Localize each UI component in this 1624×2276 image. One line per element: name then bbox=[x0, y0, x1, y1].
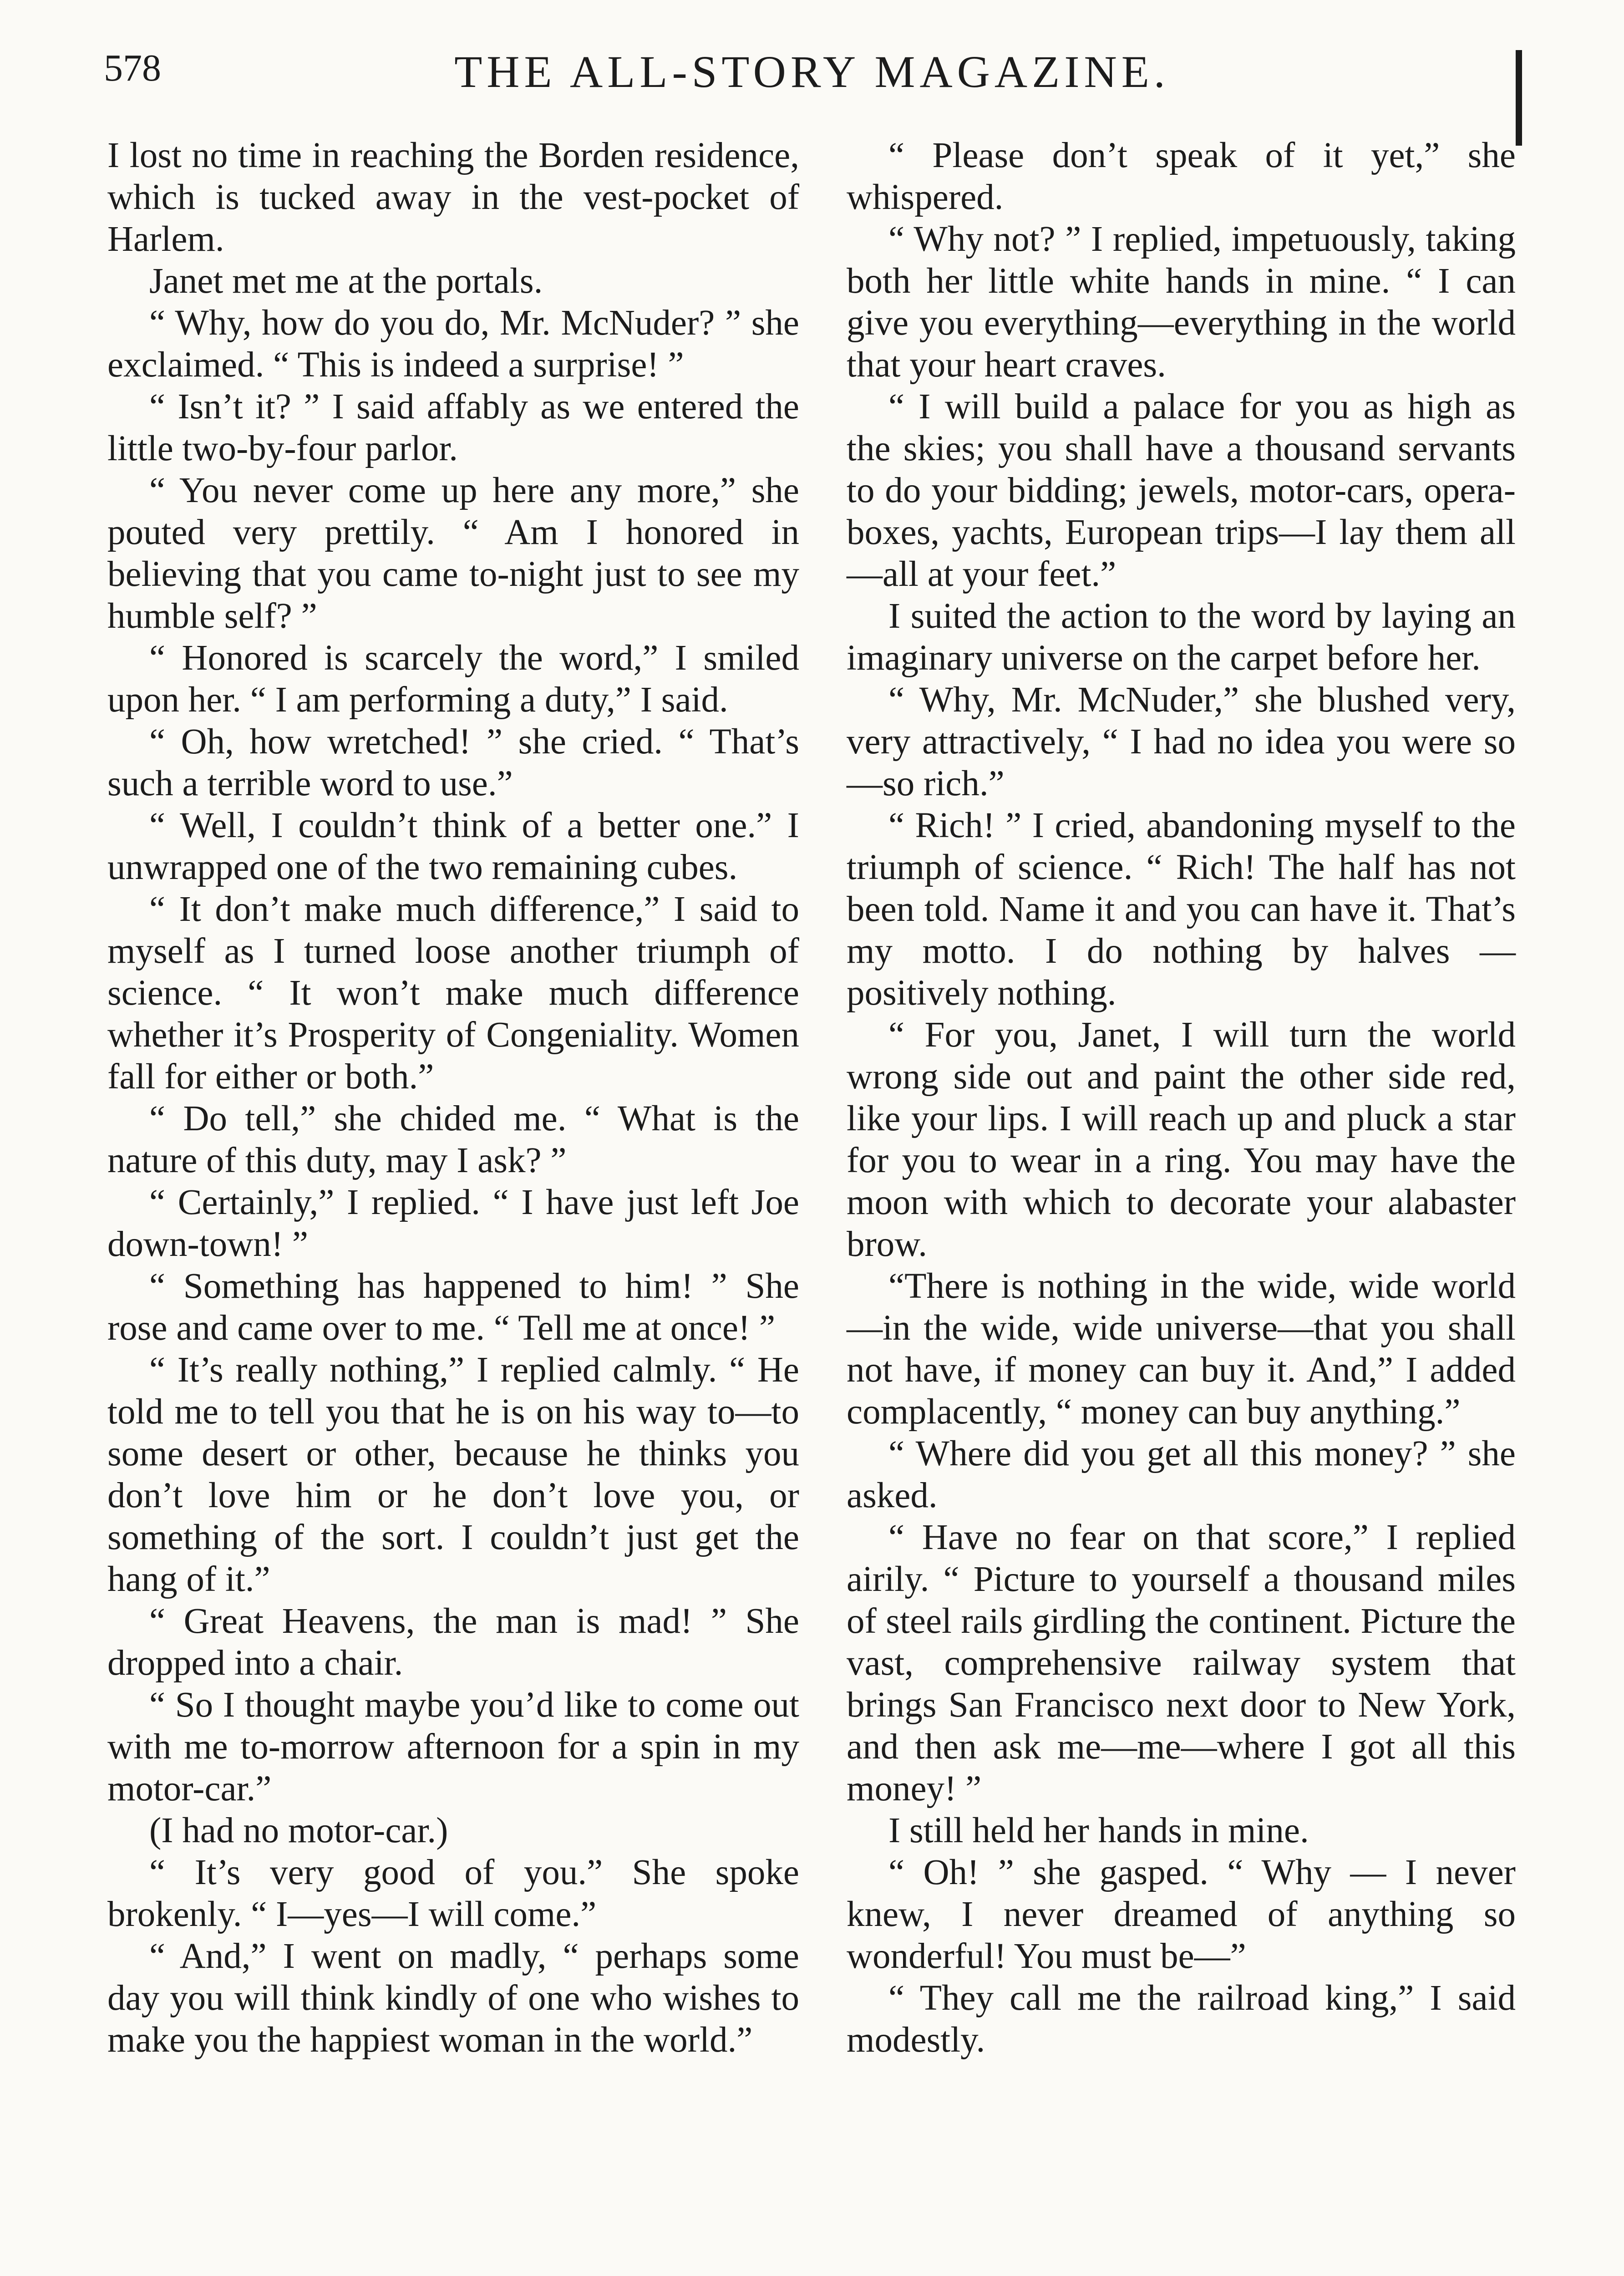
paragraph: I suited the action to the word by laying an imaginary universe on the carpet before her. bbox=[847, 596, 1516, 678]
paragraph: “ I will build a palace for you as high as the skies; you shall have a thousand servants to do your bidding; jewels, motor-cars, opera-boxes, yachts, European trips—I lay them all—all at your feet.” bbox=[847, 387, 1516, 594]
paragraph: (I had no motor-car.) bbox=[149, 1811, 448, 1850]
paragraph: “ Why, Mr. McNuder,” she blushed very, very attractively, “ I had no idea you were so—so rich.” bbox=[847, 680, 1516, 803]
paragraph: “ Have no fear on that score,” I replied airily. “ Picture to yourself a thousand miles of steel rails girdling the continent. Picture the vast, comprehensive railway system that brings San Francisco next door to New York, and then ask me—me—where I got all this money! ” bbox=[847, 1518, 1516, 1809]
paragraph: “ Please don’t speak of it yet,” she whispered. bbox=[847, 136, 1516, 217]
paragraph: “ Rich! ” I cried, abandoning myself to the triumph of science. “ Rich! The half has not been told. Name it and you can have it. That’s my motto. I do nothing by halves — positively nothing. bbox=[847, 806, 1516, 1013]
paragraph: “ Why not? ” I replied, impetuously, taking both her little white hands in mine. “ I can give you everything—everything in the world that your heart craves. bbox=[847, 219, 1516, 385]
paragraph: “ Do tell,” she chided me. “ What is the nature of this duty, may I ask? ” bbox=[107, 1099, 799, 1180]
paragraph: “ It’s really nothing,” I replied calmly. “ He told me to tell you that he is on his way to—to some desert or other, because he thinks you don’t love him or he don’t love you, or something of the sort. I couldn’t just get the hang of it.” bbox=[107, 1350, 799, 1599]
right-text-column bbox=[847, 135, 1516, 2276]
paragraph: “ You never come up here any more,” she pouted very prettily. “ Am I honored in believing that you came to-night just to see my humble self? ” bbox=[107, 471, 799, 636]
paragraph: “ And,” I went on madly, “ perhaps some day you will think kindly of one who wishes to make you the happiest woman in the world.” bbox=[107, 1936, 799, 2060]
paragraph: “ Something has happened to him! ” She rose and came over to me. “ Tell me at once! ” bbox=[107, 1266, 799, 1348]
paragraph: “ Honored is scarcely the word,” I smiled upon her. “ I am performing a duty,” I said. bbox=[107, 638, 799, 720]
paragraph: I still held her hands in mine. bbox=[888, 1811, 1309, 1850]
paragraph: “There is nothing in the wide, wide world—in the wide, wide universe—that you shall not have, if money can buy it. And,” I added complacently, “ money can buy anything.” bbox=[847, 1266, 1516, 1432]
paragraph: “ Oh! ” she gasped. “ Why — I never knew, I never dreamed of anything so wonderful! You must be—” bbox=[847, 1853, 1516, 1976]
page-number: 578 bbox=[104, 47, 161, 89]
paragraph: “ Where did you get all this money? ” she asked. bbox=[847, 1434, 1516, 1515]
left-text-column bbox=[107, 135, 799, 2276]
paragraph: I lost no time in reaching the Borden residence, which is tucked away in the vest-pocket of Harlem. bbox=[107, 136, 799, 259]
paragraph: Janet met me at the portals. bbox=[149, 261, 543, 301]
right-margin-rule bbox=[1516, 50, 1522, 146]
paragraph: “ It’s very good of you.” She spoke brokenly. “ I—yes—I will come.” bbox=[107, 1853, 799, 1934]
paragraph: “ Oh, how wretched! ” she cried. “ That’s such a terrible word to use.” bbox=[107, 722, 799, 803]
paragraph: “ Great Heavens, the man is mad! ” She dropped into a chair. bbox=[107, 1601, 799, 1683]
paragraph: “ Well, I couldn’t think of a better one.” I unwrapped one of the two remaining cubes. bbox=[107, 806, 799, 887]
paragraph: “ It don’t make much difference,” I said to myself as I turned loose another triumph of science. “ It won’t make much difference whether it’s Prosperity of Congeniality. Women fall for either or both.” bbox=[107, 889, 799, 1097]
paragraph: “ So I thought maybe you’d like to come out with me to-morrow afternoon for a spin in my motor-car.” bbox=[107, 1685, 799, 1809]
running-head: THE ALL-STORY MAGAZINE. bbox=[454, 46, 1170, 97]
paragraph: “ Certainly,” I replied. “ I have just left Joe down-town! ” bbox=[107, 1183, 799, 1264]
paragraph: “ They call me the railroad king,” I said modestly. bbox=[847, 1978, 1516, 2060]
paragraph: “ For you, Janet, I will turn the world wrong side out and paint the other side red, like your lips. I will reach up and pluck a star for you to wear in a ring. You may have the moon with which to decorate your alabaster brow. bbox=[847, 1015, 1516, 1264]
paragraph: “ Why, how do you do, Mr. McNuder? ” she exclaimed. “ This is indeed a surprise! ” bbox=[107, 303, 799, 385]
paragraph: “ Isn’t it? ” I said affably as we entered the little two-by-four parlor. bbox=[107, 387, 799, 468]
